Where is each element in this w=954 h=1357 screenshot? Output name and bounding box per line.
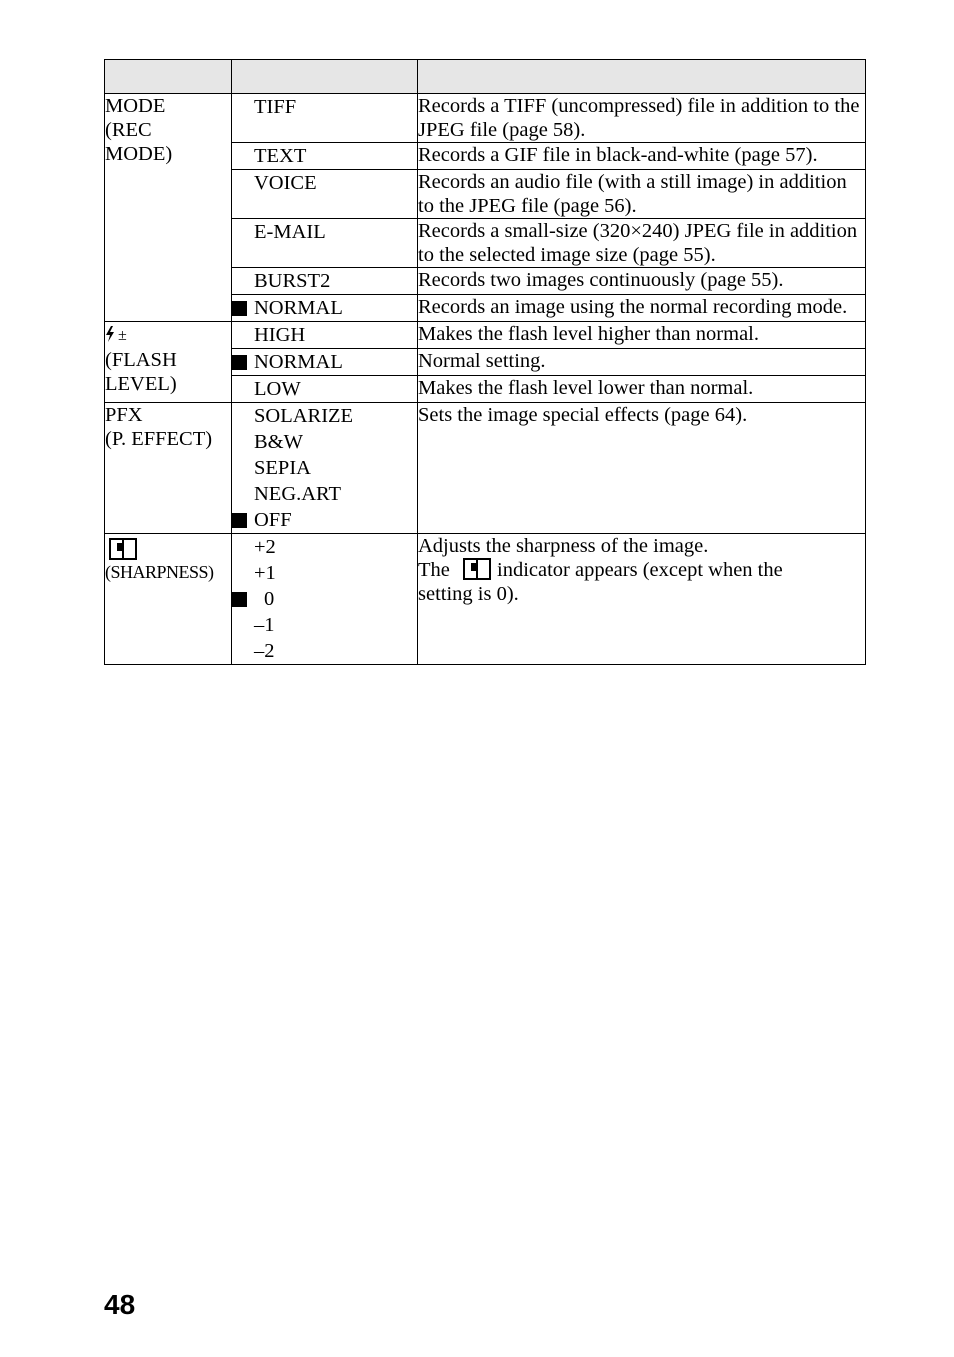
default-marker-icon: [232, 355, 247, 370]
item-label-line: (P. EFFECT): [105, 428, 213, 450]
description-cell: Sets the image special effects (page 64).: [418, 403, 866, 534]
setting-label: SOLARIZE: [254, 405, 354, 427]
item-label-line: MODE: [105, 95, 166, 117]
setting-label: VOICE: [254, 172, 317, 194]
sharpness-symbol: [105, 534, 231, 560]
setting-label: +1: [254, 562, 276, 584]
table-row: [105, 94, 866, 143]
setting-label: NEG.ART: [254, 483, 342, 505]
description-cell: Records a small-size (320×240) JPEG file in addition to the selected image size (page 55).: [418, 219, 866, 268]
table-row: [105, 322, 866, 349]
item-label-line: (FLASH: [105, 349, 177, 371]
flash-icon: [105, 326, 115, 342]
default-marker-icon: [232, 592, 247, 607]
setting-label: TEXT: [254, 145, 307, 167]
setting-cell: [232, 295, 418, 322]
setting-label: NORMAL: [254, 297, 343, 319]
setting-cell: [232, 403, 418, 534]
setting-label: +2: [254, 536, 276, 558]
description-cell: Makes the flash level lower than normal.: [418, 376, 866, 403]
setting-cell: [232, 268, 418, 295]
table-row: [105, 403, 866, 534]
setting-label: LOW: [254, 378, 301, 400]
setting-label: HIGH: [254, 324, 306, 346]
setting-label: –2: [254, 640, 275, 662]
setting-label: TIFF: [254, 96, 297, 118]
description-cell: Records an audio file (with a still image) in addition to the JPEG file (page 56).: [418, 170, 866, 219]
setting-label: B&W: [254, 431, 303, 453]
table-row: [105, 534, 866, 665]
default-marker-icon: [232, 301, 247, 316]
description-cell: Records two images continuously (page 55).: [418, 268, 866, 295]
setting-label: BURST2: [254, 270, 331, 292]
setting-label: NORMAL: [254, 351, 343, 373]
setting-cell: [232, 219, 418, 268]
description-cell: Makes the flash level higher than normal.: [418, 322, 866, 349]
setting-cell: [232, 349, 418, 376]
setting-cell: [232, 322, 418, 349]
setting-label: 0: [264, 588, 275, 610]
description-cell: Records a GIF file in black-and-white (page 57).: [418, 143, 866, 170]
setting-cell: [232, 94, 418, 143]
description-cell: [418, 534, 866, 665]
setting-label: –1: [254, 614, 275, 636]
setting-label: OFF: [254, 509, 292, 531]
description-line: [418, 558, 865, 582]
sharpness-icon: [109, 538, 137, 560]
plus-minus-symbol: ±: [118, 327, 127, 344]
setting-cell: [232, 143, 418, 170]
description-line: setting is 0).: [418, 583, 519, 605]
setting-label: SEPIA: [254, 457, 311, 479]
settings-table: [104, 59, 866, 665]
header-cell-setting: [232, 60, 418, 94]
item-label-line: MODE): [105, 143, 173, 165]
item-label-line: (SHARPNESS): [105, 562, 214, 582]
item-cell-pfx: [105, 403, 232, 534]
description-text: indicator appears (except when the: [497, 559, 783, 581]
item-cell-flash-level: [105, 322, 232, 403]
item-label-line: (REC: [105, 119, 152, 141]
header-cell-description: [418, 60, 866, 94]
item-cell-sharpness: [105, 534, 232, 665]
item-label-line: LEVEL): [105, 373, 177, 395]
setting-cell: [232, 376, 418, 403]
default-marker-icon: [232, 513, 247, 528]
setting-cell: [232, 170, 418, 219]
description-cell: Records a TIFF (uncompressed) file in addition to the JPEG file (page 58).: [418, 94, 866, 143]
setting-label: E-MAIL: [254, 221, 326, 243]
item-cell-mode: [105, 94, 232, 322]
description-text: The: [418, 559, 450, 581]
page-number: 48: [104, 1289, 136, 1320]
item-label-line: PFX: [105, 404, 143, 426]
description-line: Adjusts the sharpness of the image.: [418, 535, 709, 557]
setting-cell: [232, 534, 418, 665]
table-header-row: [105, 60, 866, 94]
description-cell: Records an image using the normal recording mode.: [418, 295, 866, 322]
header-cell-item: [105, 60, 232, 94]
description-cell: Normal setting.: [418, 349, 866, 376]
flash-level-symbol: [105, 322, 231, 348]
sharpness-icon: [463, 558, 491, 580]
